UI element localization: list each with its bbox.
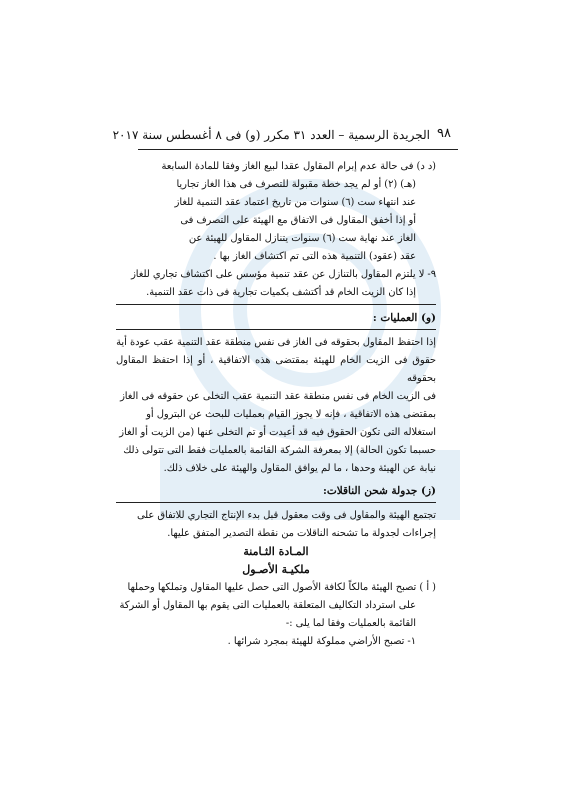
clause-dd-line: (هـ) (٢) أو لم يجد خطة مقبولة للتصرف فى هذا الغاز تجاريا <box>176 179 416 190</box>
tankers-line: إجراءات لجدولة ما تشحنه الناقلات من نقطة التصدير المتفق عليها. <box>167 528 436 539</box>
item-1-line: ١- تصبح الأراضي مملوكة للهيئة بمجرد شرائها . <box>227 636 416 647</box>
clause-a-line: القائمة بالعمليات وفقا لما يلى :- <box>285 618 416 629</box>
operations-line: إذا احتفظ المقاول بحقوقه فى الغاز فى نفس منطقة عقد التنمية عقب عودة أية <box>116 337 436 348</box>
clause-a-line: ( أ ) تصبح الهيئة مالكاً لكافة الأصول التى حصل عليها المقاول وتملكها وحملها <box>127 582 436 593</box>
clause-dd-line: أو إذا أخفق المقاول فى الاتفاق مع الهيئة على التصرف فى <box>180 215 416 226</box>
clause-dd-line: الغاز عند نهاية ست (٦) سنوات يتنازل المقاول للهيئة عن <box>188 233 416 244</box>
operations-line: استغلاله التى تكون الحقوق فيه قد أعيدت أو تم التخلى عنها (من الزيت أو الغاز <box>119 427 436 438</box>
operations-line: نيابة عن الهيئة وحدها ، ما لم يوافق المقاول والهيئة على خلاف ذلك. <box>163 463 436 474</box>
clause-dd-line: (د د) فى حالة عدم إبرام المقاول عقدا لبيع الغاز وفقا للمادة السابعة <box>161 161 436 172</box>
page-content <box>116 158 436 651</box>
tankers-line: تجتمع الهيئة والمقاول فى وقت معقول قبل بدء الإنتاج التجاري للاتفاق على <box>137 510 436 521</box>
section-divider <box>116 304 436 305</box>
page-header-title: الجريدة الرسمية – العدد ٣١ مكرر (و) فى ٨ أغسطس سنة ٢٠١٧ <box>112 128 430 142</box>
header-divider <box>138 149 458 150</box>
section-divider <box>116 329 436 330</box>
clause-dd-line: عند انتهاء ست (٦) سنوات من تاريخ اعتماد عقد التنمية للغاز <box>174 197 416 208</box>
item-9-line: إذا كان الزيت الخام قد أكتشف بكميات تجارية فى ذات عقد التنمية. <box>146 287 416 298</box>
page-number: ٩٨ <box>437 126 451 141</box>
item-9-line: ٩- لا يلتزم المقاول بالتنازل عن عقد تنمية مؤسس على اكتشاف تجاري للغاز <box>131 269 436 280</box>
operations-line: فى الزيت الخام فى نفس منطقة عقد التنمية عقب التخلى عن حقوقه فى الغاز <box>120 391 436 402</box>
clause-dd-line: عقد (عقود) التنمية هذه التى تم اكتشاف الغاز بها . <box>213 251 416 262</box>
operations-line: حسبما تكون الحالة) إلا بمعرفة الشركة القائمة بالعمليات فقط التى تتولى ذلك <box>123 445 436 456</box>
tankers-heading: (ز) جدولة شحن الناقلات: <box>323 485 436 497</box>
clause-a-line: على استرداد التكاليف المتعلقة بالعمليات التى يقوم بها المقاول أو الشركة <box>119 600 416 611</box>
article-subtitle: ملكيـة الأصـول <box>242 563 310 576</box>
operations-line: بمقتضى هذه الاتفاقية ، فإنه لا يجوز القيام بعمليات للبحث عن البترول أو <box>146 409 436 420</box>
section-divider <box>116 502 436 503</box>
article-title: المـادة الثـامنة <box>243 545 309 558</box>
operations-line: حقوق فى الزيت الخام للهيئة بمقتضى هذه الاتفاقية ، أو إذا احتفظ المقاول بحقوقه <box>116 355 436 384</box>
operations-heading: (و) العمليات : <box>372 312 436 324</box>
